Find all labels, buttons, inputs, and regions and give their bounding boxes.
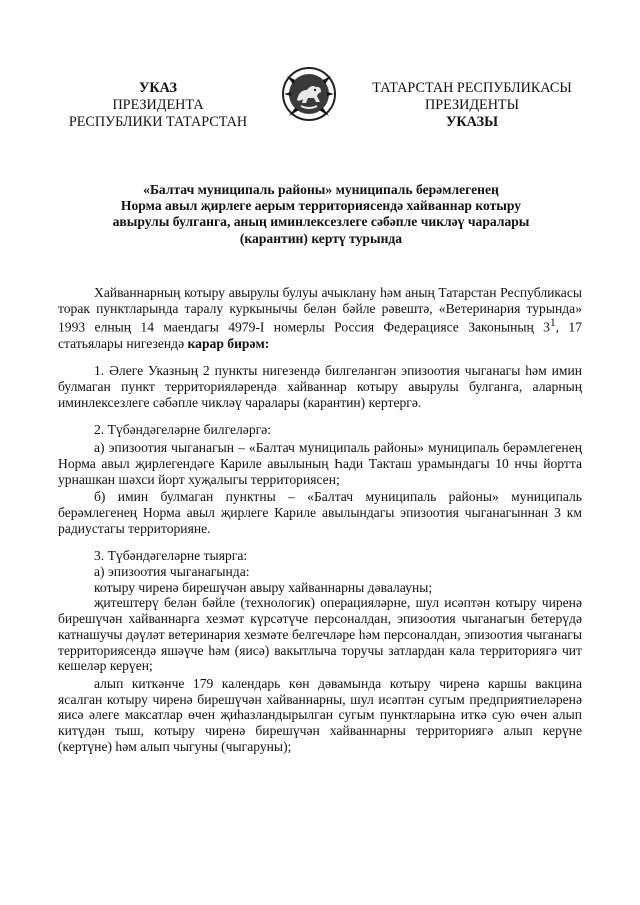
title-line-4: (карантин) кертү турында (239, 230, 403, 246)
document-title (60, 182, 582, 247)
header-left-block (58, 80, 258, 131)
item-3a-heading: а) эпизоотия чыганагында: (94, 564, 250, 580)
title-line-1: «Балтач муниципаль районы» муниципаль берәмлегенең (143, 182, 499, 197)
header-left-line-1: УКАЗ (138, 80, 178, 96)
header-left-line-3: РЕСПУБЛИКИ ТАТАРСТАН (68, 114, 248, 130)
item-3a1-paragraph: котыру чиренә бирешүчән авыру хайваннарны дәвалауны; (94, 579, 433, 595)
item-3a3-paragraph: алып киткәнче 179 календарь көн дәвамында котыру чиренә каршы вакцина ясалган котыру чиренә бирешүчән хайваннарны, шул исәптән сугым предприятиеләренә яисә әлеге максатлар өчен җиһазландырылган сугым пунктларына иткә сую өчен алып китүдән тыш, котыру чиренә бирешүчән хайваннарны территориягә алып керүне (кертүне) һәм алып чыгуны (чыгаруны); (58, 676, 582, 754)
item-2b-paragraph: б) имин булмаган пунктны – «Балтач муниципаль районы» муниципаль берәмлегенең Норма авыл җирлеге Кариле авылындагы эпизоотия чыганагыннан 3 км радиустагы территорияне. (58, 489, 582, 536)
header-right-line-2: ПРЕЗИДЕНТЫ (425, 97, 519, 113)
coat-of-arms-icon (281, 66, 337, 122)
preamble-superscript: 1 (549, 317, 556, 330)
item-1-paragraph: 1. Әлеге Указның 2 пункты нигезендә билгеләнгән эпизоотия чыганагы һәм имин булмаган пункт территорияләрендә хайваннар котыру авырулы булганга, аларның иминлексезлеге сәбәпле чикләү чаралары (карантин) кертергә. (58, 363, 582, 410)
preamble-paragraph (58, 285, 582, 351)
preamble-tail: , 17 статьялары нигезендә (58, 319, 582, 351)
title-line-2: Норма авыл җирлеге аерым территориясендә хайваннар котыру (120, 198, 522, 214)
header-right-line-1: ТАТАРСТАН РЕСПУБЛИКАСЫ (372, 80, 572, 96)
preamble-bold-tail: карар бирәм: (187, 335, 270, 351)
title-line-3: авырулы булганга, аның иминлексезлеге сәбәпле чикләү чаралары (112, 214, 530, 230)
item-3-heading: 3. Түбәндәгеләрне тыярга: (94, 548, 248, 564)
item-2-heading: 2. Түбәндәгеләрне билгеләргә: (94, 422, 272, 438)
header-right-line-3: УКАЗЫ (445, 114, 498, 130)
item-2a-paragraph: а) эпизоотия чыганагын – «Балтач муниципаль районы» муниципаль берәмлегенең Норма авыл җирлегендәге Кариле авылының Һади Такташ урамындагы 10 нчы йортта урнашкан шәхси йорт хуҗалыгы территориясен; (58, 440, 582, 487)
header-left-line-2: ПРЕЗИДЕНТА (112, 97, 204, 113)
header-right-block (352, 80, 592, 131)
preamble-text: Хайваннарның котыру авырулы булуы ачыклану һәм аның Татарстан Республикасы торак пунктларында таралу куркынычы белән бәйле рәвештә, «Ветеринария турында» 1993 елның 14 маендагы 4979-I номерлы Россия Федерациясе Законының 3 (58, 285, 582, 335)
item-3a2-paragraph: җитештерү белән бәйле (технологик) операцияләрне, шул исәптән котыру чиренә бирешүчән хайваннарга хезмәт күрсәтүче персоналдан, эпизоотия чыганагын бетерүдә катнашучы дәүләт ветеринария хезмәте белгечләре һәм персоналдан, эпизоотия чыганагы территориясендә яшәүче һәм (яисә) вакытлыча торучы затлардан кала территориягә чит кешеләр керүен; (58, 595, 582, 674)
document-body (58, 285, 582, 755)
